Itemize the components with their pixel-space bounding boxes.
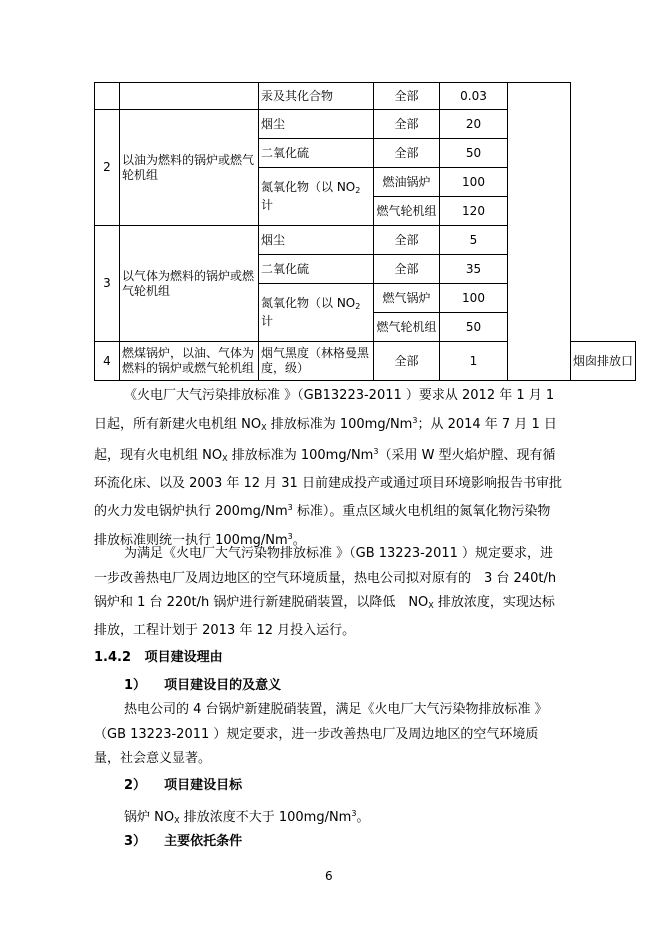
- row-number: 2: [95, 110, 120, 226]
- value-cell: 50: [440, 313, 508, 342]
- equipment-type-cell: 以气体为燃料的锅炉或燃气轮机组: [120, 226, 259, 342]
- equipment-type-cell: 燃煤锅炉，以油、气体为燃料的锅炉或燃气轮机组: [120, 342, 259, 381]
- subheading-goal: 2） 项目建设目标: [124, 778, 243, 793]
- subheading-purpose: 1） 项目建设目的及意义: [124, 678, 282, 693]
- condition-cell: 全部: [374, 342, 440, 381]
- row-number: 3: [95, 226, 120, 342]
- paragraph-purpose: 热电公司的 4 台锅炉新建脱硝装置，满足《火电厂大气污染物排放标准 》（GB 13223-2011 ）规定要求，进一步改善热电厂及周边地区的空气环境质量，社会意义显著。: [94, 702, 548, 766]
- paragraph-standard-requirements: 《火电厂大气污染排放标准 》（GB13223-2011 ）要求从 2012 年 1 月 1 日起，所有新建火电机组 $NO_X$ 排放标准为 100mg/Nm$^3$；从 2014 年 7 月 1 日起，现有火电机组 $NO_X$ 排放标准为 100mg/Nm$^3$（采用 W 型火焰炉膛、现有循环流化床、以及 2003 年 12 月 31 日前建成投产或通过项目环境影响报告书审批的火力发电锅炉执行 200mg/Nm$^3$ 标准）。重点区域火电机组的氮氧化物污染物排放标准则统一执行 100mg/Nm$^3$。: [94, 388, 562, 548]
- pollutant-cell: 烟尘: [259, 110, 374, 139]
- condition-cell: 燃油锅炉: [374, 168, 440, 197]
- pollutant-cell: 氮氧化物（以 $NO_2$计: [259, 284, 374, 342]
- value-cell: 1: [440, 342, 508, 381]
- value-cell: 50: [440, 139, 508, 168]
- section-heading: 1.4.2 项目建设理由: [94, 650, 223, 665]
- condition-cell: 全部: [374, 226, 440, 255]
- table-row: [95, 83, 636, 110]
- value-cell: 100: [440, 284, 508, 313]
- location-cell: 烟囱排放口: [571, 342, 636, 381]
- condition-cell: 燃气轮机组: [374, 197, 440, 226]
- value-cell: 0.03: [440, 83, 508, 110]
- condition-cell: 全部: [374, 83, 440, 110]
- condition-cell: 燃气锅炉: [374, 284, 440, 313]
- subheading-conditions: 3） 主要依托条件: [124, 834, 243, 849]
- equipment-type-cell: 以油为燃料的锅炉或燃气轮机组: [120, 110, 259, 226]
- condition-cell: 燃气轮机组: [374, 313, 440, 342]
- value-cell: 100: [440, 168, 508, 197]
- value-cell: 20: [440, 110, 508, 139]
- pollutant-cell: 汞及其化合物: [259, 83, 374, 110]
- emission-standards-table: [94, 82, 636, 381]
- pollutant-cell: 二氧化硫: [259, 255, 374, 284]
- condition-cell: 全部: [374, 110, 440, 139]
- condition-cell: 全部: [374, 255, 440, 284]
- pollutant-cell: 烟尘: [259, 226, 374, 255]
- paragraph-project-plan: 为满足《火电厂大气污染物排放标准 》（GB 13223-2011 ）规定要求，进一步改善热电厂及周边地区的空气环境质量，热电公司拟对原有的 3 台 240t/h 锅炉和 1 台 220t/h 锅炉进行新建脱硝装置，以降低 $NO_X$ 排放浓度，实现达标排放，工程计划于 2013 年 12 月投入运行。: [94, 546, 557, 638]
- row-number: 4: [95, 342, 120, 381]
- pollutant-cell: 烟气黑度（林格曼黑度，级）: [259, 342, 374, 381]
- condition-cell: 全部: [374, 139, 440, 168]
- page-number: 6: [325, 869, 333, 883]
- goal-text: 锅炉 $NO_X$ 排放浓度不大于 100mg/Nm$^3$。: [124, 809, 370, 825]
- pollutant-cell: 二氧化硫: [259, 139, 374, 168]
- pollutant-cell: 氮氧化物（以 $NO_2$计: [259, 168, 374, 226]
- value-cell: 35: [440, 255, 508, 284]
- value-cell: 120: [440, 197, 508, 226]
- value-cell: 5: [440, 226, 508, 255]
